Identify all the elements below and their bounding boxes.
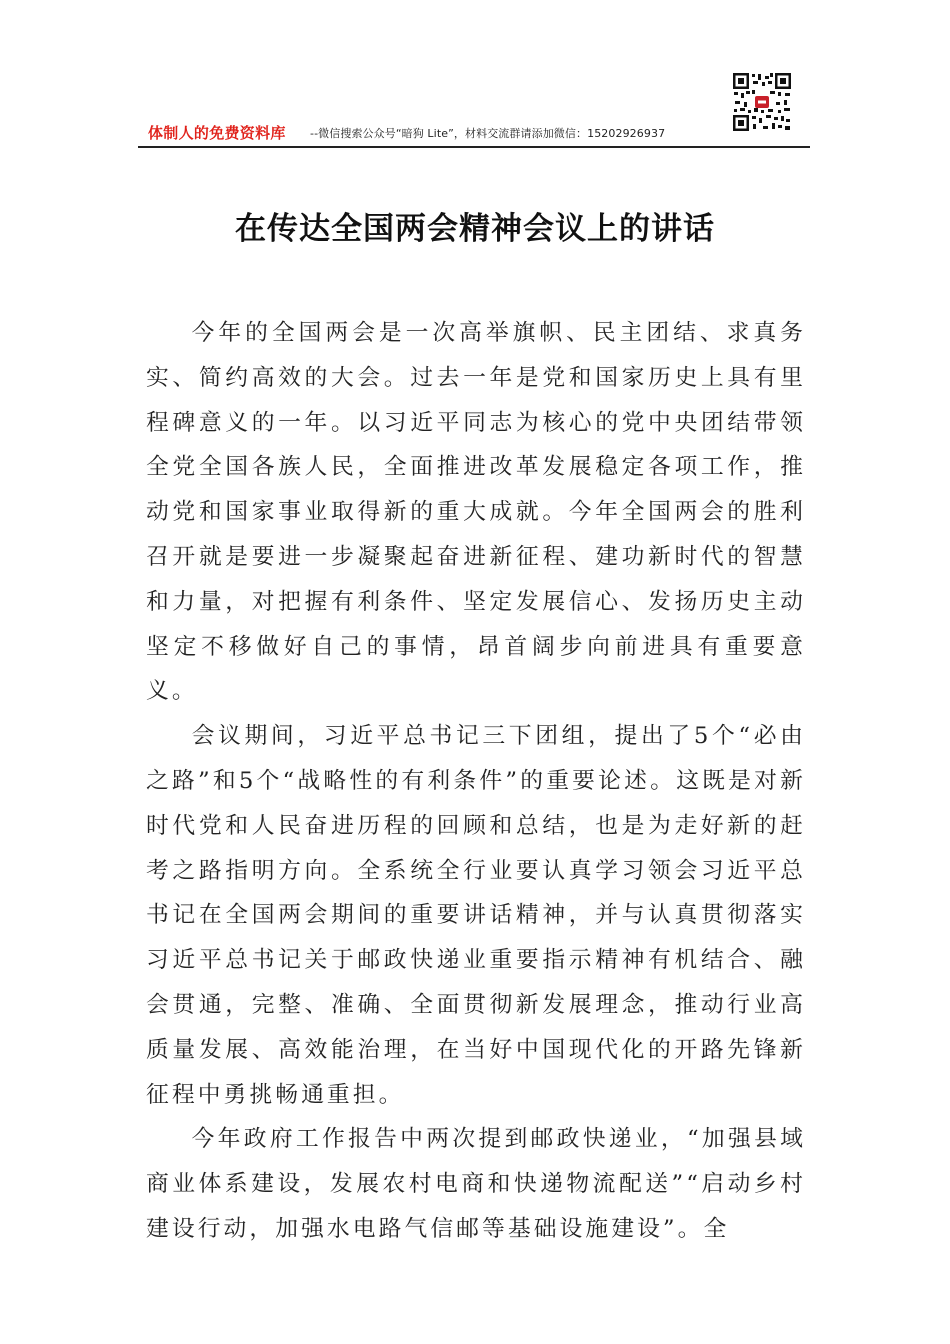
paragraph: 今年政府工作报告中两次提到邮政快递业，“加强县域商业体系建设，发展农村电商和快递物流配送”“启动乡村建设行动，加强水电路气信邮等基础设施建设”。全 <box>146 1126 806 1242</box>
document-body <box>146 311 806 1252</box>
document-title: 在传达全国两会精神会议上的讲话 <box>235 211 715 247</box>
page-header <box>138 122 810 148</box>
header-notice: --微信搜索公众号“暗狗 Lite”，材料交流群请添加微信：15202926937 <box>310 127 666 140</box>
paragraph: 今年的全国两会是一次高举旗帜、民主团结、求真务实、简约高效的大会。过去一年是党和国家历史上具有里程碑意义的一年。以习近平同志为核心的党中央团结带领全党全国各族人民，全面推进改革发展稳定各项工作，推动党和国家事业取得新的重大成就。今年全国两会的胜利召开就是要进一步凝聚起奋进新征程、建功新时代的智慧和力量，对把握有利条件、坚定发展信心、发扬历史主动坚定不移做好自己的事情，昂首阔步向前进具有重要意义。 <box>146 320 806 705</box>
brand-label: 体制人的免费资料库 <box>148 124 286 142</box>
paragraph: 会议期间，习近平总书记三下团组，提出了5个“必由之路”和5个“战略性的有利条件”的重要论述。这既是对新时代党和人民奋进历程的回顾和总结，也是为走好新的赶考之路指明方向。全系统全行业要认真学习领会习近平总书记在全国两会期间的重要讲话精神，并与认真贯彻落实习近平总书记关于邮政快递业重要指示精神有机结合、融会贯通，完整、准确、全面贯彻新发展理念，推动行业高质量发展、高效能治理，在当好中国现代化的开路先锋新征程中勇挑畅通重担。 <box>146 723 806 1108</box>
